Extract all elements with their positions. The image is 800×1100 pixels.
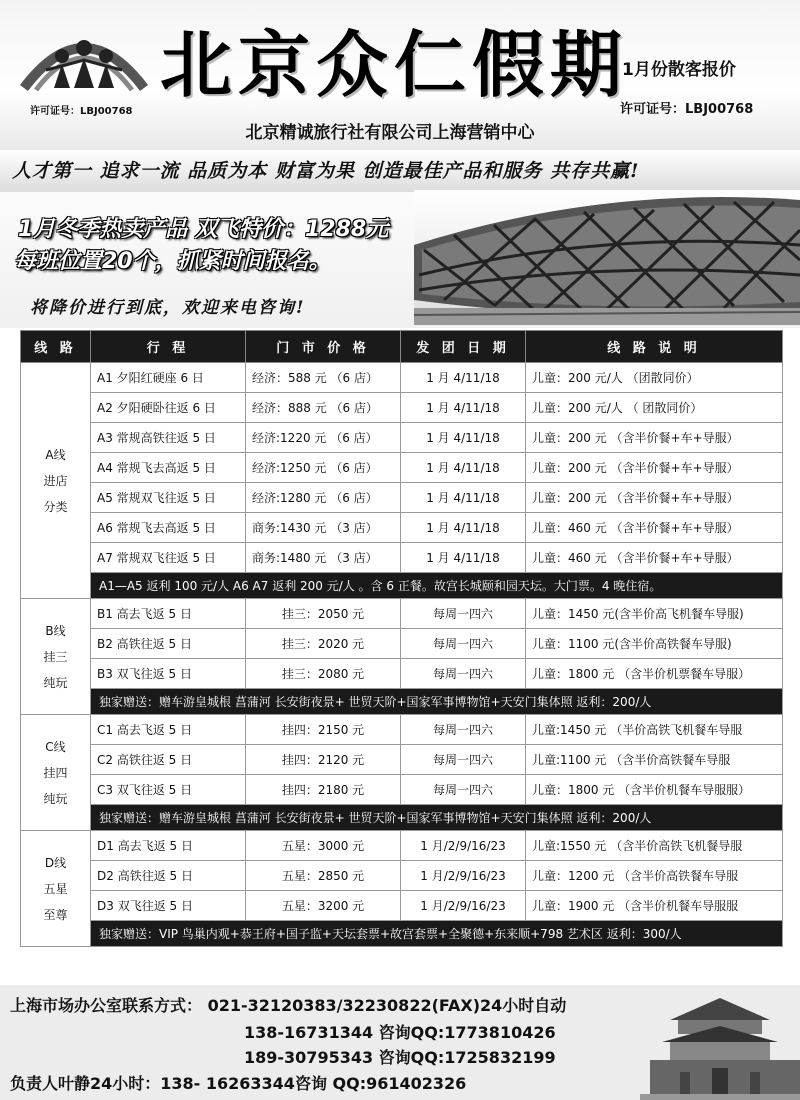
- route-cell: D1 高去飞返 5 日: [91, 831, 246, 861]
- table-row: [21, 483, 783, 513]
- table-note-row: [21, 573, 783, 599]
- line-group-label: B线 挂三 纯玩: [21, 599, 91, 715]
- group-note: 独家赠送：VIP 鸟巢内观+恭王府+国子监+天坛套票+故宫套票+全聚德+东来顺+798 艺术区 返利：300/人: [91, 921, 783, 947]
- table-header-row: [21, 331, 783, 363]
- description-cell: 儿童:1100 元 （含半价高铁餐车导服: [526, 745, 783, 775]
- table-note-row: [21, 805, 783, 831]
- table-row: [21, 393, 783, 423]
- column-header-price: 门 市 价 格: [246, 331, 401, 363]
- price-cell: 经济：888 元 （6 店）: [246, 393, 401, 423]
- date-cell: 每周一四六: [401, 599, 526, 629]
- table-row: [21, 861, 783, 891]
- route-cell: B1 高去飞返 5 日: [91, 599, 246, 629]
- column-header-route: 行 程: [91, 331, 246, 363]
- table-body: [21, 363, 783, 947]
- price-cell: 挂四：2120 元: [246, 745, 401, 775]
- table-row: [21, 423, 783, 453]
- permit-number-left: 许可证号：LBJ00768: [30, 106, 133, 117]
- promo-banner: [0, 150, 800, 328]
- date-cell: 每周一四六: [401, 659, 526, 689]
- date-cell: 每周一四六: [401, 745, 526, 775]
- route-cell: C1 高去飞返 5 日: [91, 715, 246, 745]
- description-cell: 儿童：1800 元 （含半价机餐车导服服）: [526, 775, 783, 805]
- description-cell: 儿童：200 元 （含半价餐+车+导服）: [526, 423, 783, 453]
- brand-title: 北京众仁假期: [160, 22, 629, 107]
- phone-qq-line-1: 138-16731344 咨询QQ:1773810426: [244, 1023, 556, 1042]
- price-cell: 挂四：2180 元: [246, 775, 401, 805]
- price-cell: 经济：588 元 （6 店）: [246, 363, 401, 393]
- description-cell: 儿童：200 元 （含半价餐+车+导服）: [526, 483, 783, 513]
- route-cell: A1 夕阳红硬座 6 日: [91, 363, 246, 393]
- description-cell: 儿童：1200 元 （含半价高铁餐车导服: [526, 861, 783, 891]
- table-row: [21, 453, 783, 483]
- group-note: A1—A5 返利 100 元/人 A6 A7 返利 200 元/人 。含 6 正餐。故宫长城颐和园天坛。大门票。4 晚住宿。: [91, 573, 783, 599]
- description-cell: 儿童：1100 元(含半价高铁餐车导服): [526, 629, 783, 659]
- date-cell: 1 月 4/11/18: [401, 453, 526, 483]
- date-cell: 1 月 4/11/18: [401, 393, 526, 423]
- price-cell: 五星：2850 元: [246, 861, 401, 891]
- date-cell: 1 月 4/11/18: [401, 423, 526, 453]
- route-cell: D3 双飞往返 5 日: [91, 891, 246, 921]
- table-row: [21, 599, 783, 629]
- permit-number-right: 许可证号：LBJ00768: [620, 102, 754, 117]
- date-cell: 1 月 4/11/18: [401, 513, 526, 543]
- office-contact-line: 上海市场办公室联系方式： 021-32120383/32230822(FAX)24小时自动: [10, 996, 567, 1015]
- price-cell: 挂三：2020 元: [246, 629, 401, 659]
- date-cell: 每周一四六: [401, 775, 526, 805]
- table-row: [21, 629, 783, 659]
- promo-subline: 每班位置20个，抓紧时间报名。: [14, 249, 331, 274]
- company-name: [0, 118, 800, 143]
- date-cell: 1 月/2/9/16/23: [401, 831, 526, 861]
- route-cell: C2 高铁往返 5 日: [91, 745, 246, 775]
- phone-qq-line-2: 189-30795343 咨询QQ:1725832199: [244, 1048, 556, 1067]
- price-cell: 经济:1280 元 （6 店）: [246, 483, 401, 513]
- table-row: [21, 543, 783, 573]
- line-group-label: C线 挂四 纯玩: [21, 715, 91, 831]
- promo-headline: 1月冬季热卖产品 双飞特价：1288元: [18, 217, 389, 242]
- date-cell: 1 月 4/11/18: [401, 543, 526, 573]
- table-note-row: [21, 689, 783, 715]
- description-cell: 儿童：460 元 （含半价餐+车+导服）: [526, 543, 783, 573]
- description-cell: 儿童：1900 元 （含半价机餐车导服服: [526, 891, 783, 921]
- manager-contact-line: 负责人叶静24小时：138- 16263344咨询 QQ:961402326: [10, 1074, 467, 1093]
- price-cell: 挂四：2150 元: [246, 715, 401, 745]
- table-row: [21, 745, 783, 775]
- line-group-label: D线 五星 至尊: [21, 831, 91, 947]
- route-cell: B2 高铁往返 5 日: [91, 629, 246, 659]
- date-cell: 1 月 4/11/18: [401, 483, 526, 513]
- price-cell: 五星：3000 元: [246, 831, 401, 861]
- table-row: [21, 513, 783, 543]
- route-cell: A7 常规双飞往返 5 日: [91, 543, 246, 573]
- route-cell: A3 常规高铁往返 5 日: [91, 423, 246, 453]
- line-group-label: A线 进店 分类: [21, 363, 91, 599]
- header: [0, 0, 800, 150]
- date-cell: 每周一四六: [401, 715, 526, 745]
- description-cell: 儿童：200 元 （含半价餐+车+导服）: [526, 453, 783, 483]
- route-cell: B3 双飞往返 5 日: [91, 659, 246, 689]
- description-cell: 儿童:1550 元 （含半价高铁飞机餐导服: [526, 831, 783, 861]
- slogan: 人才第一 追求一流 品质为本 财富为果 创造最佳产品和服务 共存共赢!: [0, 150, 800, 192]
- group-note: 独家赠送：赠车游皇城根 菖蒲河 长安街夜景+ 世贸天阶+国家军事博物馆+天安门集体照 返利：200/人: [91, 689, 783, 715]
- column-header-date: 发 团 日 期: [401, 331, 526, 363]
- price-table: [20, 330, 783, 947]
- table-row: [21, 831, 783, 861]
- birds-nest-stadium-image: [414, 190, 800, 325]
- route-cell: D2 高铁往返 5 日: [91, 861, 246, 891]
- description-cell: 儿童：460 元 （含半价餐+车+导服）: [526, 513, 783, 543]
- company-name-text: 北京精诚旅行社有限公司上海营销中心: [245, 123, 535, 143]
- date-cell: 1 月 4/11/18: [401, 363, 526, 393]
- price-cell: 经济:1250 元 （6 店）: [246, 453, 401, 483]
- price-cell: 商务:1430 元 （3 店）: [246, 513, 401, 543]
- table-note-row: [21, 921, 783, 947]
- table-row: [21, 891, 783, 921]
- route-cell: A6 常规飞去高返 5 日: [91, 513, 246, 543]
- table-row: [21, 715, 783, 745]
- group-note: 独家赠送：赠车游皇城根 菖蒲河 长安街夜景+ 世贸天阶+国家军事博物馆+天安门集体照 返利：200/人: [91, 805, 783, 831]
- description-cell: 儿童：1800 元 （含半价机票餐车导服）: [526, 659, 783, 689]
- contact-footer: [0, 985, 800, 1100]
- price-cell: 挂三：2050 元: [246, 599, 401, 629]
- route-cell: C3 双飞往返 5 日: [91, 775, 246, 805]
- date-cell: 1 月/2/9/16/23: [401, 891, 526, 921]
- description-cell: 儿童:1450 元 （半价高铁飞机餐车导服: [526, 715, 783, 745]
- description-cell: 儿童：1450 元(含半价高飞机餐车导服): [526, 599, 783, 629]
- column-header-line: 线 路: [21, 331, 91, 363]
- price-cell: 经济:1220 元 （6 店）: [246, 423, 401, 453]
- price-cell: 五星：3200 元: [246, 891, 401, 921]
- date-cell: 1 月/2/9/16/23: [401, 861, 526, 891]
- quote-title: 1月份散客报价: [622, 60, 736, 80]
- table-row: [21, 775, 783, 805]
- route-cell: A2 夕阳硬卧往返 6 日: [91, 393, 246, 423]
- column-header-description: 线 路 说 明: [526, 331, 783, 363]
- tiananmen-gate-image: [640, 990, 800, 1100]
- route-cell: A4 常规飞去高返 5 日: [91, 453, 246, 483]
- table-row: [21, 659, 783, 689]
- promo-callout: 将降价进行到底，欢迎来电咨询!: [30, 298, 306, 318]
- date-cell: 每周一四六: [401, 629, 526, 659]
- price-cell: 挂三：2080 元: [246, 659, 401, 689]
- description-cell: 儿童：200 元/人 （ 团散同价）: [526, 393, 783, 423]
- description-cell: 儿童：200 元/人 （团散同价）: [526, 363, 783, 393]
- company-logo: [14, 18, 154, 98]
- price-cell: 商务:1480 元 （3 店）: [246, 543, 401, 573]
- route-cell: A5 常规双飞往返 5 日: [91, 483, 246, 513]
- table-row: [21, 363, 783, 393]
